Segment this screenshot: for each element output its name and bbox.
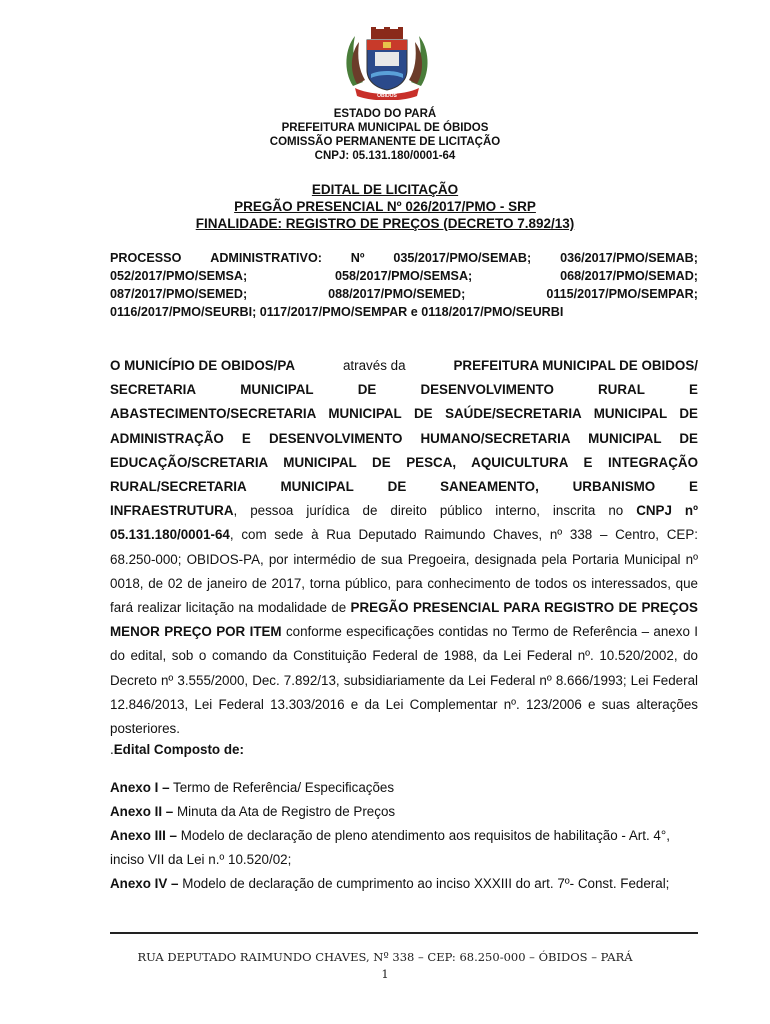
prefecture-name: PREFEITURA MUNICIPAL DE OBIDOS/ <box>453 358 698 373</box>
annex-text: Termo de Referência/ Especificações <box>169 780 395 795</box>
paragraph-word: DESENVOLVIMENTO <box>420 382 554 398</box>
process-number: 036/2017/PMO/SEMAB; <box>560 251 698 265</box>
paragraph-text: , pessoa jurídica de direito público interno, inscrita no <box>233 503 637 519</box>
annex-item <box>110 824 698 872</box>
paragraph-word: DE <box>357 382 377 398</box>
process-number: 068/2017/PMO/SEMAD; <box>560 269 698 283</box>
annex-text: Modelo de declaração de pleno atendimento aos requisitos de habilitação - Art. 4°, inciso VII da Lei n.º 10.520/02; <box>110 828 670 867</box>
process-numbers <box>110 249 698 321</box>
process-word: ADMINISTRATIVO: <box>210 251 322 265</box>
process-row-1 <box>110 249 698 267</box>
process-word: Nº <box>350 251 365 265</box>
paragraph-line-1 <box>110 354 698 378</box>
paragraph-text: , com sede à Rua Deputado Raimundo Chaves, nº 338 – Centro, CEP: 68.250-000; OBIDOS-PA, por intermédio de sua Pregoeira, designada pela Portaria Municipal nº 0018, de 02 de janeiro de 2017, torna público, para conhecimento de todos os interessados, que fará realizar licitação na modalidade de <box>110 527 698 616</box>
process-number: 035/2017/PMO/SEMAB; <box>393 251 532 265</box>
paragraph-word: E <box>689 479 698 495</box>
header-cnpj: CNPJ: 05.131.180/0001-64 <box>314 150 456 162</box>
annex-text: Modelo de declaração de cumprimento ao inciso XXXIII do art. 7º- Const. Federal; <box>178 876 670 891</box>
heading-dot: . <box>110 742 114 757</box>
crest-banner-text: ÓBIDOS <box>377 93 397 99</box>
cnpj-bold: CNPJ nº 05.131.180/0001-64 <box>110 503 698 543</box>
process-number: 087/2017/PMO/SEMED; <box>110 287 248 301</box>
pregao-title: PREGÃO PRESENCIAL Nº 026/2017/PMO - SRP <box>234 199 536 214</box>
paragraph-word: URBANISMO <box>572 479 656 495</box>
annex-item <box>110 800 698 824</box>
process-word: PROCESSO <box>110 251 182 265</box>
header-prefecture: PREFEITURA MUNICIPAL DE ÓBIDOS <box>281 122 489 134</box>
paragraph-text: conforme especificações contidas no Termo de Referência – anexo I do edital, sob o comando da Constituição Federal de 1988, da Lei Federal nº. 10.520/2002, do Decreto nº 3.555/2000, Dec. 7.892/13, subsidiariamente da Lei Federal nº 8.666/1993; Lei Federal 12.846/2013, Lei Federal 13.303/2016 e da Lei Complementar nº. 123/2006 e suas alterações posteriores. <box>110 624 698 737</box>
process-number: 088/2017/PMO/SEMED; <box>328 287 466 301</box>
paragraph-line-2 <box>110 378 698 402</box>
annex-label: Anexo II – <box>110 804 174 819</box>
paragraph-word: MUNICIPAL <box>240 382 314 398</box>
header-commission: COMISSÃO PERMANENTE DE LICITAÇÃO <box>269 136 501 148</box>
process-row-4: 0116/2017/PMO/SEURBI; 0117/2017/PMO/SEMPAR e 0118/2017/PMO/SEURBI <box>110 305 564 319</box>
main-paragraph <box>110 354 698 741</box>
annex-label: Anexo III – <box>110 828 177 843</box>
paragraph-word: E <box>689 382 698 398</box>
annex-list <box>110 776 698 896</box>
process-number: 052/2017/PMO/SEMSA; <box>110 269 248 283</box>
infraestrutura-word: INFRAESTRUTURA <box>110 503 234 519</box>
coat-of-arms-logo <box>341 26 433 100</box>
paragraph-word: RURAL/SECRETARIA <box>110 479 247 495</box>
annex-label: Anexo IV – <box>110 876 179 891</box>
annex-item <box>110 872 698 896</box>
footer-address: RUA DEPUTADO RAIMUNDO CHAVES, Nº 338 – CEP: 68.250-000 – ÓBIDOS – PARÁ <box>137 950 633 964</box>
paragraph-secretariats: ABASTECIMENTO/SECRETARIA MUNICIPAL DE SAÚDE/SECRETARIA MUNICIPAL DE ADMINISTRAÇÃO E DESENVOLVIMENTO HUMANO/SECRETARIA MUNICIPAL DE EDUCAÇÃO/SCRETARIA MUNICIPAL DE PESCA, AQUICULTURA E INTEGRAÇÃO <box>110 406 698 470</box>
paragraph-word: RURAL <box>598 382 645 398</box>
paragraph-rest <box>110 499 698 741</box>
process-row-2 <box>110 267 698 285</box>
modality-bold: PREGÃO PRESENCIAL PARA REGISTRO DE PREÇOS MENOR PREÇO POR ITEM <box>110 600 698 640</box>
annex-label: Anexo I – <box>110 780 170 795</box>
composition-heading <box>110 738 698 762</box>
paragraph-line-6 <box>110 475 698 499</box>
footer-divider <box>110 932 698 934</box>
edital-title: EDITAL DE LICITAÇÃO <box>311 182 459 197</box>
page-number: 1 <box>381 967 389 981</box>
finalidade-title: FINALIDADE: REGISTRO DE PREÇOS (DECRETO 7.892/13) <box>195 216 575 231</box>
composition-title: Edital Composto de: <box>113 742 244 757</box>
paragraph-word: SECRETARIA <box>110 382 197 398</box>
annex-text: Minuta da Ata de Registro de Preços <box>173 804 396 819</box>
process-row-3 <box>110 285 698 303</box>
paragraph-word: DE <box>387 479 407 495</box>
paragraph-word: SANEAMENTO, <box>440 479 539 495</box>
paragraph-word: MUNICIPAL <box>280 479 354 495</box>
annex-item <box>110 776 698 800</box>
municipality-name: O MUNICÍPIO DE OBIDOS/PA <box>110 358 296 373</box>
paragraph-text: através da <box>339 358 410 373</box>
process-number: 0115/2017/PMO/SEMPAR; <box>546 287 698 301</box>
header-state: ESTADO DO PARÁ <box>333 108 437 120</box>
process-number: 058/2017/PMO/SEMSA; <box>335 269 473 283</box>
